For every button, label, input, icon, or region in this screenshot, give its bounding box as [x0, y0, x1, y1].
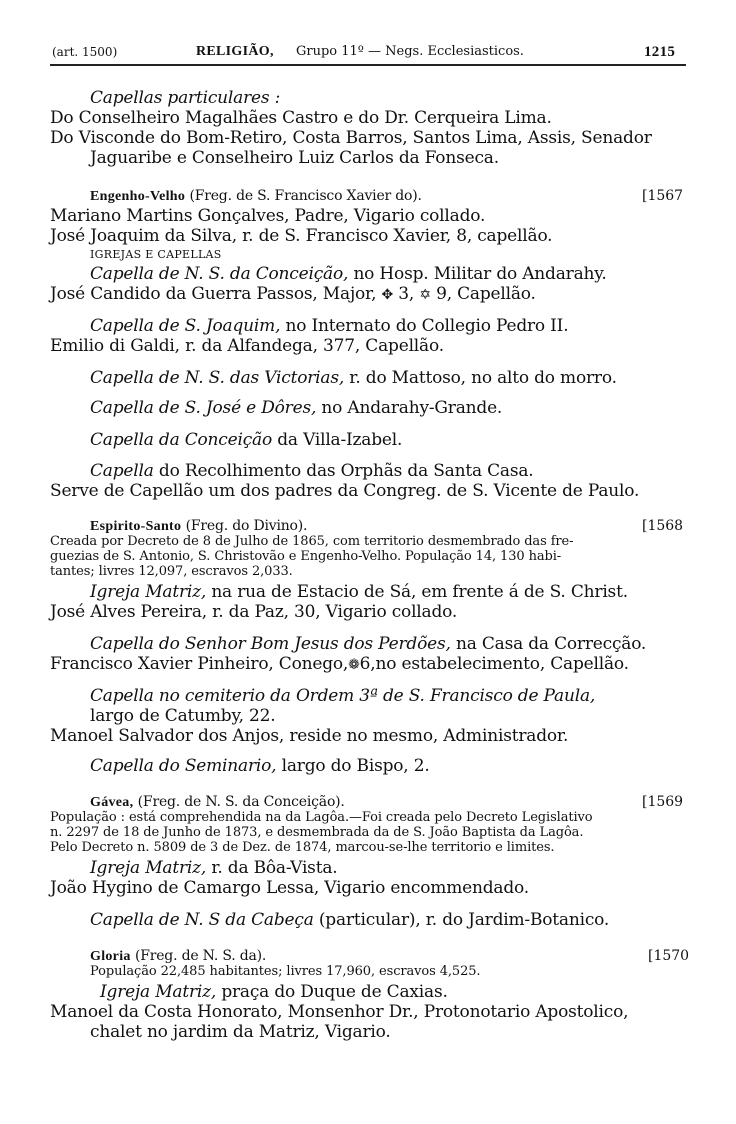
church-name: Igreja Matriz, [100, 982, 217, 1002]
chapel-location: no Hosp. Militar do Andarahy. [353, 264, 607, 284]
chapel-line [90, 398, 502, 418]
text-line: Jaguaribe e Conselheiro Luiz Carlos da Fonseca. [90, 148, 499, 168]
text-line: Do Conselheiro Magalhães Castro e do Dr. Cerqueira Lima. [50, 108, 552, 128]
text-line: Manoel da Costa Honorato, Monsenhor Dr., Protonotario Apostolico, [50, 1002, 629, 1022]
chapel-line [90, 910, 609, 930]
chapel-name: Capella no cemiterio da Ordem 3ª de S. Francisco de Paula, [90, 686, 596, 706]
star-decoration-icon: ✡ [419, 287, 431, 303]
chapel-location: na Casa da Correcção. [455, 634, 647, 654]
description-line: Pelo Decreto n. 5809 de 3 de Dez. de 1874, marcou-se-lhe territorio e limites. [50, 840, 555, 855]
matriz-line [90, 582, 628, 602]
chapel-line [90, 264, 607, 284]
chapel-location: da Villa-Izabel. [277, 430, 403, 450]
chapel-name: Capella de S. José e Dôres, [90, 398, 317, 418]
chapel-location: largo do Bispo, 2. [281, 756, 430, 776]
matriz-line [100, 982, 448, 1002]
chapel-location: do Recolhimento das Orphãs da Santa Casa. [158, 461, 534, 481]
description-line: População : está comprehendida na da Lagôa.—Foi creada pelo Decreto Legislativo [50, 810, 593, 825]
entry-number: [1569 [642, 794, 684, 810]
parish-subtitle: (Freg. de N. S. da). [134, 948, 267, 964]
chapel-line [90, 316, 568, 336]
church-location: na rua de Estacio de Sá, em frente á de S. Christ. [211, 582, 628, 602]
chapel-location: (particular), r. do Jardim-Botanico. [318, 910, 610, 930]
chapel-location: r. do Mattoso, no alto do morro. [349, 368, 617, 388]
text-line [50, 654, 629, 675]
chapel-line [90, 634, 646, 654]
cross-of-order-icon: ✥ [381, 287, 394, 303]
parish-subtitle: (Freg. de N. S. da Conceição). [137, 794, 345, 810]
chapel-name: Capella do Seminario, [90, 756, 277, 776]
parish-entry-engenho-velho [90, 186, 422, 207]
entry-number: [1568 [642, 518, 684, 534]
text-line: José Alves Pereira, r. da Paz, 30, Vigario collado. [50, 602, 458, 622]
entry-number: [1570 [648, 948, 690, 964]
chapel-name: Capella do Senhor Bom Jesus dos Perdões, [90, 634, 451, 654]
text-line: José Joaquim da Silva, r. de S. Francisco Xavier, 8, capellão. [50, 226, 553, 246]
church-location: r. da Bôa-Vista. [211, 858, 338, 878]
description-line: guezias de S. Antonio, S. Christovão e Engenho-Velho. População 14, 130 habi- [50, 549, 562, 564]
text-line: João Hygino de Camargo Lessa, Vigario encommendado. [50, 878, 529, 898]
chapel-location: no Internato do Collegio Pedro II. [285, 316, 569, 336]
chapel-name: Capella de N. S da Cabeça [90, 910, 314, 930]
chapel-name: Capella de N. S. da Conceição, [90, 264, 349, 284]
parish-name: Gávea, [90, 795, 134, 810]
entry-number: [1567 [642, 188, 684, 204]
text-line: Emilio di Galdi, r. da Alfandega, 377, Capellão. [50, 336, 444, 356]
decoration-count: 3, [398, 284, 415, 304]
church-location: praça do Duque de Caxias. [221, 982, 448, 1002]
chapel-name: Capella da Conceição [90, 430, 273, 450]
text-line: chalet no jardim da Matriz, Vigario. [90, 1022, 391, 1042]
church-name: Igreja Matriz, [90, 582, 207, 602]
chapel-line [90, 461, 534, 481]
subsection-heading: IGREJAS E CAPELLAS [90, 248, 222, 261]
chapel-name: Capella de S. Joaquim, [90, 316, 281, 336]
role-text: 9, Capellão. [436, 284, 536, 304]
text-line [50, 284, 536, 305]
text-line: Serve de Capellão um dos padres da Congreg. de S. Vicente de Paulo. [50, 481, 640, 501]
description-line: n. 2297 de 18 de Junho de 1873, e desmembrada da de S. João Baptista da Lagôa. [50, 825, 584, 840]
church-name: Igreja Matriz, [90, 858, 207, 878]
person-text: Francisco Xavier Pinheiro, Conego, [50, 654, 349, 674]
person-text: José Candido da Guerra Passos, Major, [50, 284, 377, 304]
text-line: Do Visconde do Bom-Retiro, Costa Barros, Santos Lima, Assis, Senador [50, 128, 652, 148]
capellas-particulares-heading: Capellas particulares : [90, 88, 281, 108]
header-section-title: RELIGIÃO, [196, 44, 274, 59]
chapel-line [90, 368, 617, 388]
header-group: Grupo 11º — Negs. Ecclesiasticos. [296, 44, 524, 59]
role-text: 6,no estabelecimento, Capellão. [359, 654, 629, 674]
chapel-name: Capella de N. S. das Victorias, [90, 368, 345, 388]
chapel-line [90, 756, 430, 776]
chapel-location: no Andarahy-Grande. [321, 398, 503, 418]
description-line: Creada por Decreto de 8 de Julho de 1865, com territorio desmembrado das fre- [50, 534, 574, 549]
header-rule [50, 64, 686, 66]
parish-name: Engenho-Velho [90, 189, 186, 204]
chapel-line [90, 430, 402, 450]
parish-name: Espirito-Santo [90, 519, 182, 534]
medal-decoration-icon: ❁ [348, 657, 360, 673]
text-line: Mariano Martins Gonçalves, Padre, Vigario collado. [50, 206, 486, 226]
header-article-ref: (art. 1500) [52, 45, 118, 59]
parish-subtitle: (Freg. de S. Francisco Xavier do). [189, 188, 422, 204]
parish-subtitle: (Freg. do Divino). [185, 518, 308, 534]
description-line: População 22,485 habitantes; livres 17,960, escravos 4,525. [90, 964, 481, 979]
matriz-line [90, 858, 337, 878]
text-line: Manoel Salvador dos Anjos, reside no mesmo, Administrador. [50, 726, 569, 746]
text-line: largo de Catumby, 22. [90, 706, 276, 726]
parish-name: Gloria [90, 949, 131, 964]
description-line: tantes; livres 12,097, escravos 2,033. [50, 564, 293, 579]
chapel-name: Capella [90, 461, 154, 481]
page-number: 1215 [644, 44, 676, 60]
